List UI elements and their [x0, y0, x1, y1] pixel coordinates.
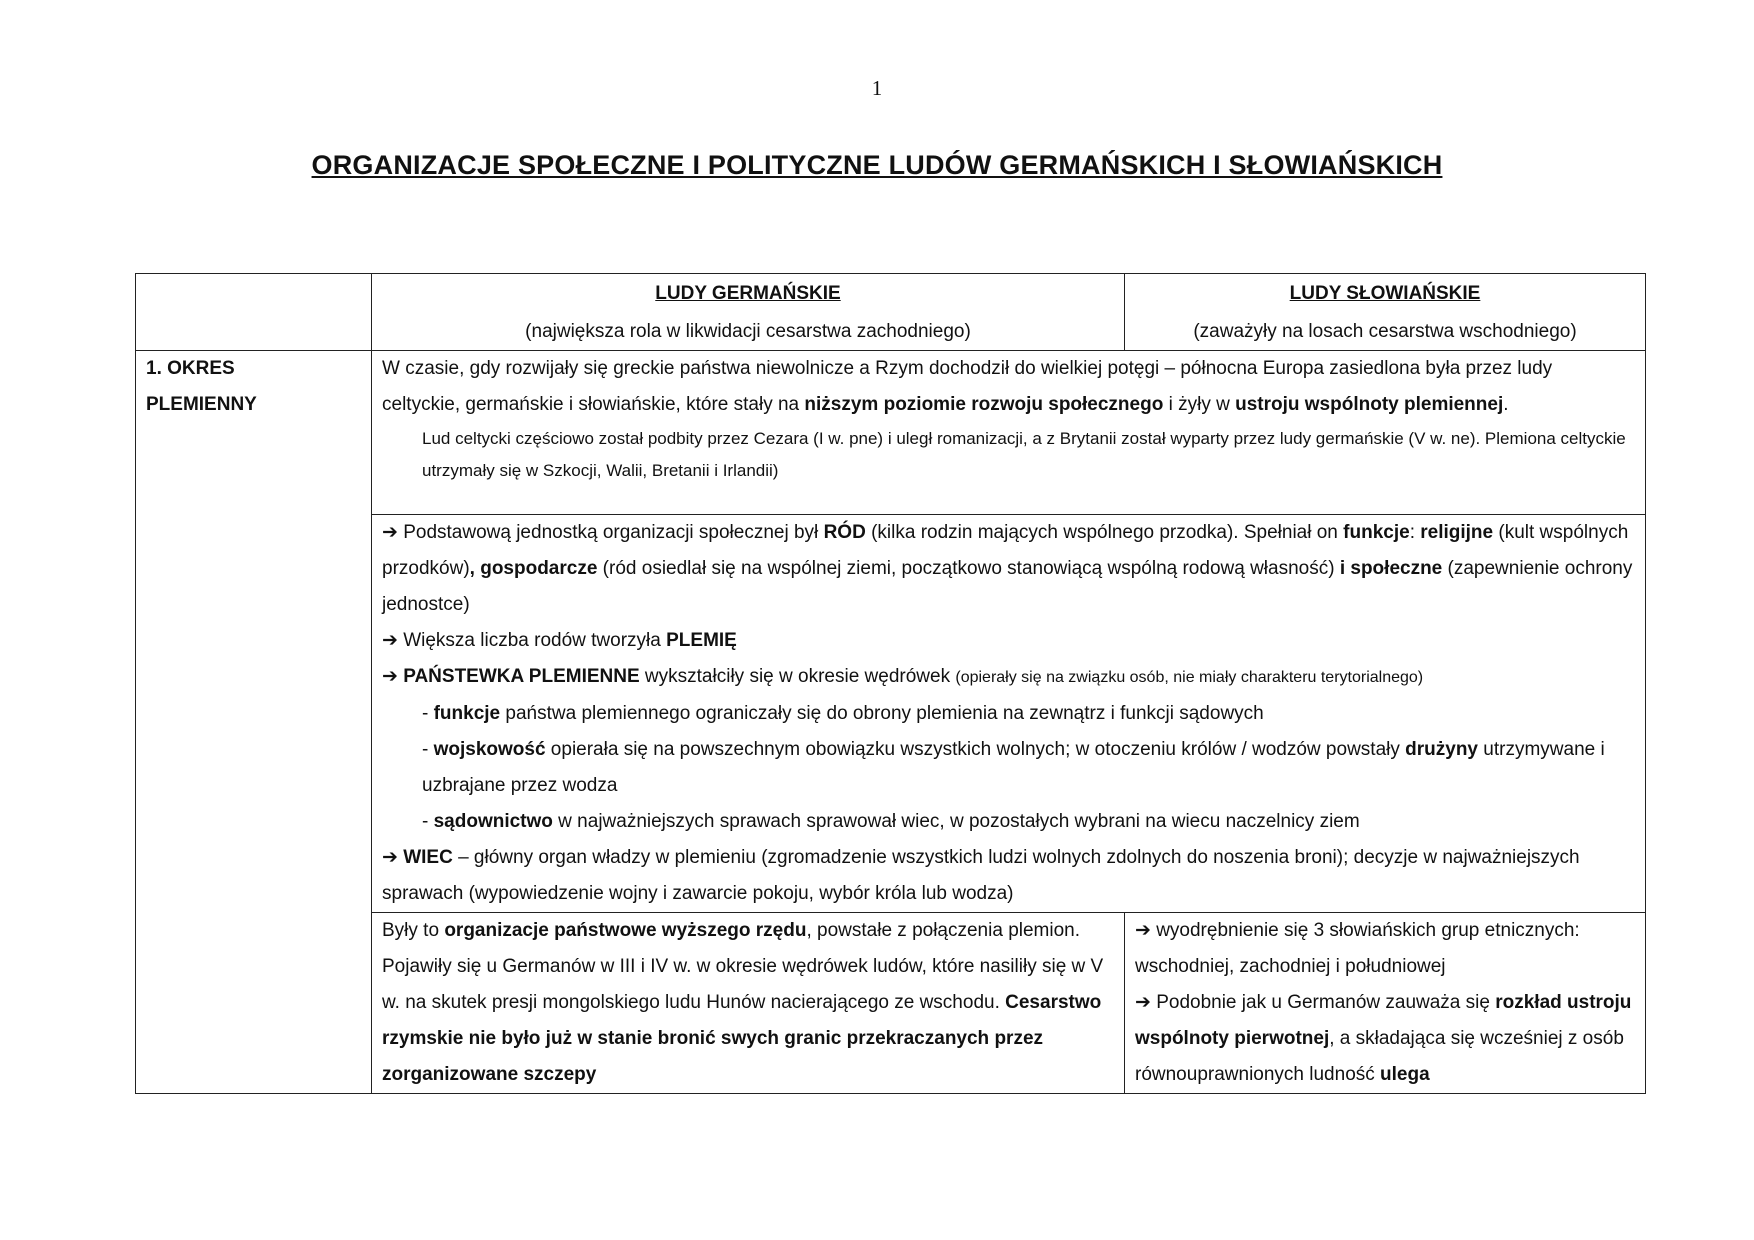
header-germanic [372, 274, 1125, 351]
intro-cell [372, 351, 1646, 515]
arrow-icon: ➔ [1135, 920, 1151, 941]
table-row [136, 351, 1646, 515]
slavic-groups-paragraph: ➔ wyodrębnienie się 3 słowiańskich grup etnicznych: wschodniej, zachodniej i południowej [1135, 920, 1580, 977]
arrow-icon: ➔ [382, 666, 398, 687]
sad-paragraph: - sądownictwo w najważniejszych sprawach sprawował wiec, w pozostałych wybrani na wiecu naczelnicy ziem [422, 811, 1360, 832]
slavic-states-cell [1125, 913, 1646, 1094]
section-label-line2: PLEMIENNY [146, 394, 257, 415]
rod-paragraph: ➔ Podstawową jednostką organizacji społecznej był RÓD (kilka rodzin mających wspólnego przodka). Spełniał on funkcje: religijne (kult wspólnych przodków), gospodarcze (ród osiedlał się na wspólnej ziemi, początkowo stanowiącą wspólną rodową własność) i społeczne (zapewnienie ochrony jednostce) [382, 522, 1633, 615]
plemie-paragraph: ➔ Większa liczba rodów tworzyła PLEMIĘ [382, 630, 737, 651]
funkcje-paragraph: - funkcje państwa plemiennego ograniczały się do obrony plemienia na zewnątrz i funkcji sądowych [422, 703, 1264, 724]
organization-cell [372, 515, 1646, 913]
germanic-states-cell [372, 913, 1125, 1094]
germanic-subtitle: (największa rola w likwidacji cesarstwa zachodniego) [525, 321, 971, 342]
arrow-icon: ➔ [382, 847, 398, 868]
germanic-title: LUDY GERMAŃSKIE [655, 283, 841, 304]
header-empty-cell [136, 274, 372, 351]
table-header-row [136, 274, 1646, 351]
celtic-note: Lud celtycki częściowo został podbity przez Cezara (I w. pne) i uległ romanizacji, a z Brytanii został wyparty przez ludy germańskie (V w. ne). Plemiona celtyckie utrzymały się w Szkocji, Walii, Bretanii i Irlandii) [422, 429, 1626, 480]
slavic-decay-paragraph: ➔ Podobnie jak u Germanów zauważa się rozkład ustroju wspólnoty pierwotnej, a składająca się wcześniej z osób równouprawnionych ludność ulega [1135, 992, 1632, 1085]
wiec-paragraph: ➔ WIEC – główny organ władzy w plemieniu (zgromadzenie wszystkich ludzi wolnych zdolnych do noszenia broni); decyzje w najważniejszych sprawach (wypowiedzenie wojny i zawarcie pokoju, wybór króla lub wodza) [382, 847, 1580, 904]
slavic-subtitle: (zaważyły na losach cesarstwa wschodniego) [1193, 321, 1577, 342]
arrow-icon: ➔ [1135, 992, 1151, 1013]
panstewka-paragraph: ➔ PAŃSTEWKA PLEMIENNE wykształciły się w okresie wędrówek (opierały się na związku osób, nie miały charakteru terytorialnego) [382, 666, 1424, 687]
arrow-icon: ➔ [382, 630, 398, 651]
section-label-line1: 1. OKRES [146, 358, 235, 379]
slavic-title: LUDY SŁOWIAŃSKIE [1289, 283, 1481, 304]
header-slavic [1125, 274, 1646, 351]
wojsko-paragraph: - wojskowość opierała się na powszechnym obowiązku wszystkich wolnych; w otoczeniu królów / wodzów powstały drużyny utrzymywane i uzbrajane przez wodza [422, 739, 1605, 796]
page-number: 1 [871, 76, 883, 100]
arrow-icon: ➔ [382, 522, 398, 543]
germanic-states-paragraph: Były to organizacje państwowe wyższego rzędu, powstałe z połączenia plemion. Pojawiły się u Germanów w III i IV w. w okresie wędrówek ludów, które nasiliły się w V w. na skutek presji mongolskiego ludu Hunów nacierającego ze wschodu. Cesarstwo rzymskie nie było już w stanie bronić swych granic przekraczanych przez zorganizowane szczepy [382, 920, 1104, 1085]
intro-paragraph: W czasie, gdy rozwijały się greckie państwa niewolnicze a Rzym dochodził do wielkiej potęgi – północna Europa zasiedlona była przez ludy celtyckie, germańskie i słowiańskie, które stały na niższym poziomie rozwoju społecznego i żyły w ustroju wspólnoty plemiennej. [382, 358, 1553, 415]
comparison-table [135, 273, 1646, 1094]
section-label-cell [136, 351, 372, 1094]
page-title: ORGANIZACJE SPOŁECZNE I POLITYCZNE LUDÓW GERMAŃSKICH I SŁOWIAŃSKICH [311, 150, 1443, 180]
